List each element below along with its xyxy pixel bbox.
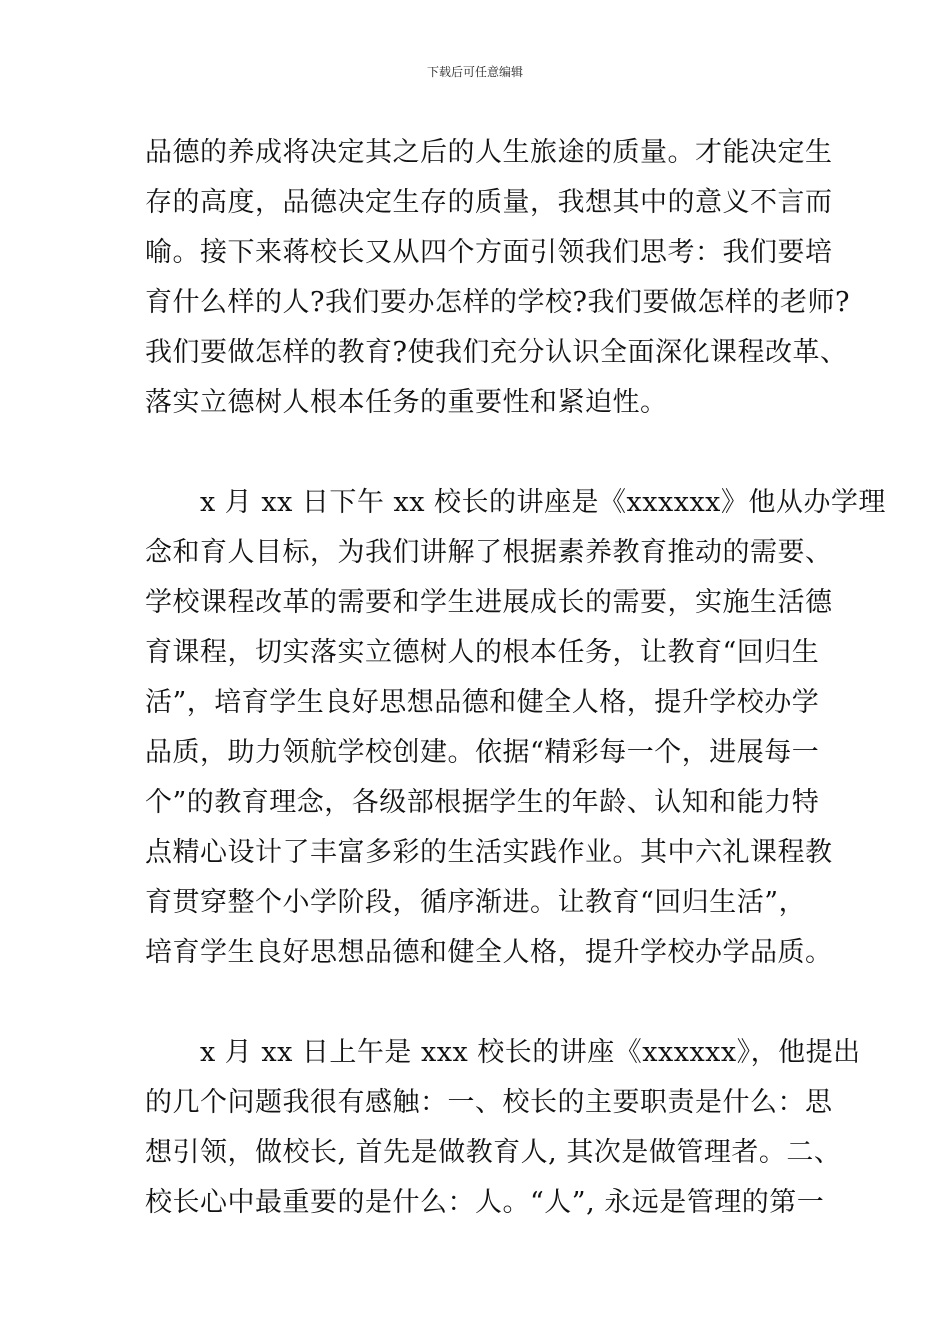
text-line: 培育学生良好思想品德和健全人格，提升学校办学品质。	[145, 937, 833, 968]
text-line: x 月 xx 日下午 xx 校长的讲座是《xxxxxx》他从办学理	[145, 487, 886, 518]
text-line: 喻。接下来蒋校长又从四个方面引领我们思考：我们要培	[145, 237, 833, 268]
paragraph-3	[145, 1028, 861, 1228]
text-line: 品德的养成将决定其之后的人生旅途的质量。才能决定生	[145, 137, 833, 168]
text-line: 个”的教育理念，各级部根据学生的年龄、认知和能力特	[145, 787, 820, 818]
text-line: 育课程，切实落实立德树人的根本任务，让教育“回归生	[145, 637, 820, 668]
text-line: 想引领，做校长, 首先是做教育人, 其次是做管理者。二、	[145, 1137, 842, 1168]
paragraph-gap	[145, 428, 810, 478]
paragraph-1	[145, 128, 850, 428]
document-body	[145, 128, 886, 1228]
page-header-note: 下载后可任意编辑	[426, 65, 523, 79]
text-line: 的几个问题我很有感触：一、校长的主要职责是什么：思	[145, 1087, 833, 1118]
text-line: 落实立德树人根本任务的重要性和紧迫性。	[145, 387, 668, 418]
paragraph-2	[145, 478, 886, 978]
text-line: x 月 xx 日上午是 xxx 校长的讲座《xxxxxx》，他提出	[145, 1037, 861, 1068]
text-line: 育什么样的人?我们要办怎样的学校?我们要做怎样的老师?	[145, 287, 850, 318]
text-line: 存的高度，品德决定生存的质量，我想其中的意义不言而	[145, 187, 833, 218]
text-line: 品质，助力领航学校创建。依据“精彩每一个，进展每一	[145, 737, 820, 768]
text-line: 点精心设计了丰富多彩的生活实践作业。其中六礼课程教	[145, 837, 833, 868]
text-line: 学校课程改革的需要和学生进展成长的需要，实施生活德	[145, 587, 833, 618]
text-line: 育贯穿整个小学阶段，循序渐进。让教育“回归生活”，	[145, 887, 807, 918]
text-line: 校长心中最重要的是什么：人。“人”, 永远是管理的第一	[145, 1187, 825, 1218]
text-line: 念和育人目标，为我们讲解了根据素养教育推动的需要、	[145, 537, 833, 568]
text-line: 我们要做怎样的教育?使我们充分认识全面深化课程改革、	[145, 337, 848, 368]
text-line: 活”，培育学生良好思想品德和健全人格，提升学校办学	[145, 687, 820, 718]
paragraph-gap	[145, 978, 810, 1028]
